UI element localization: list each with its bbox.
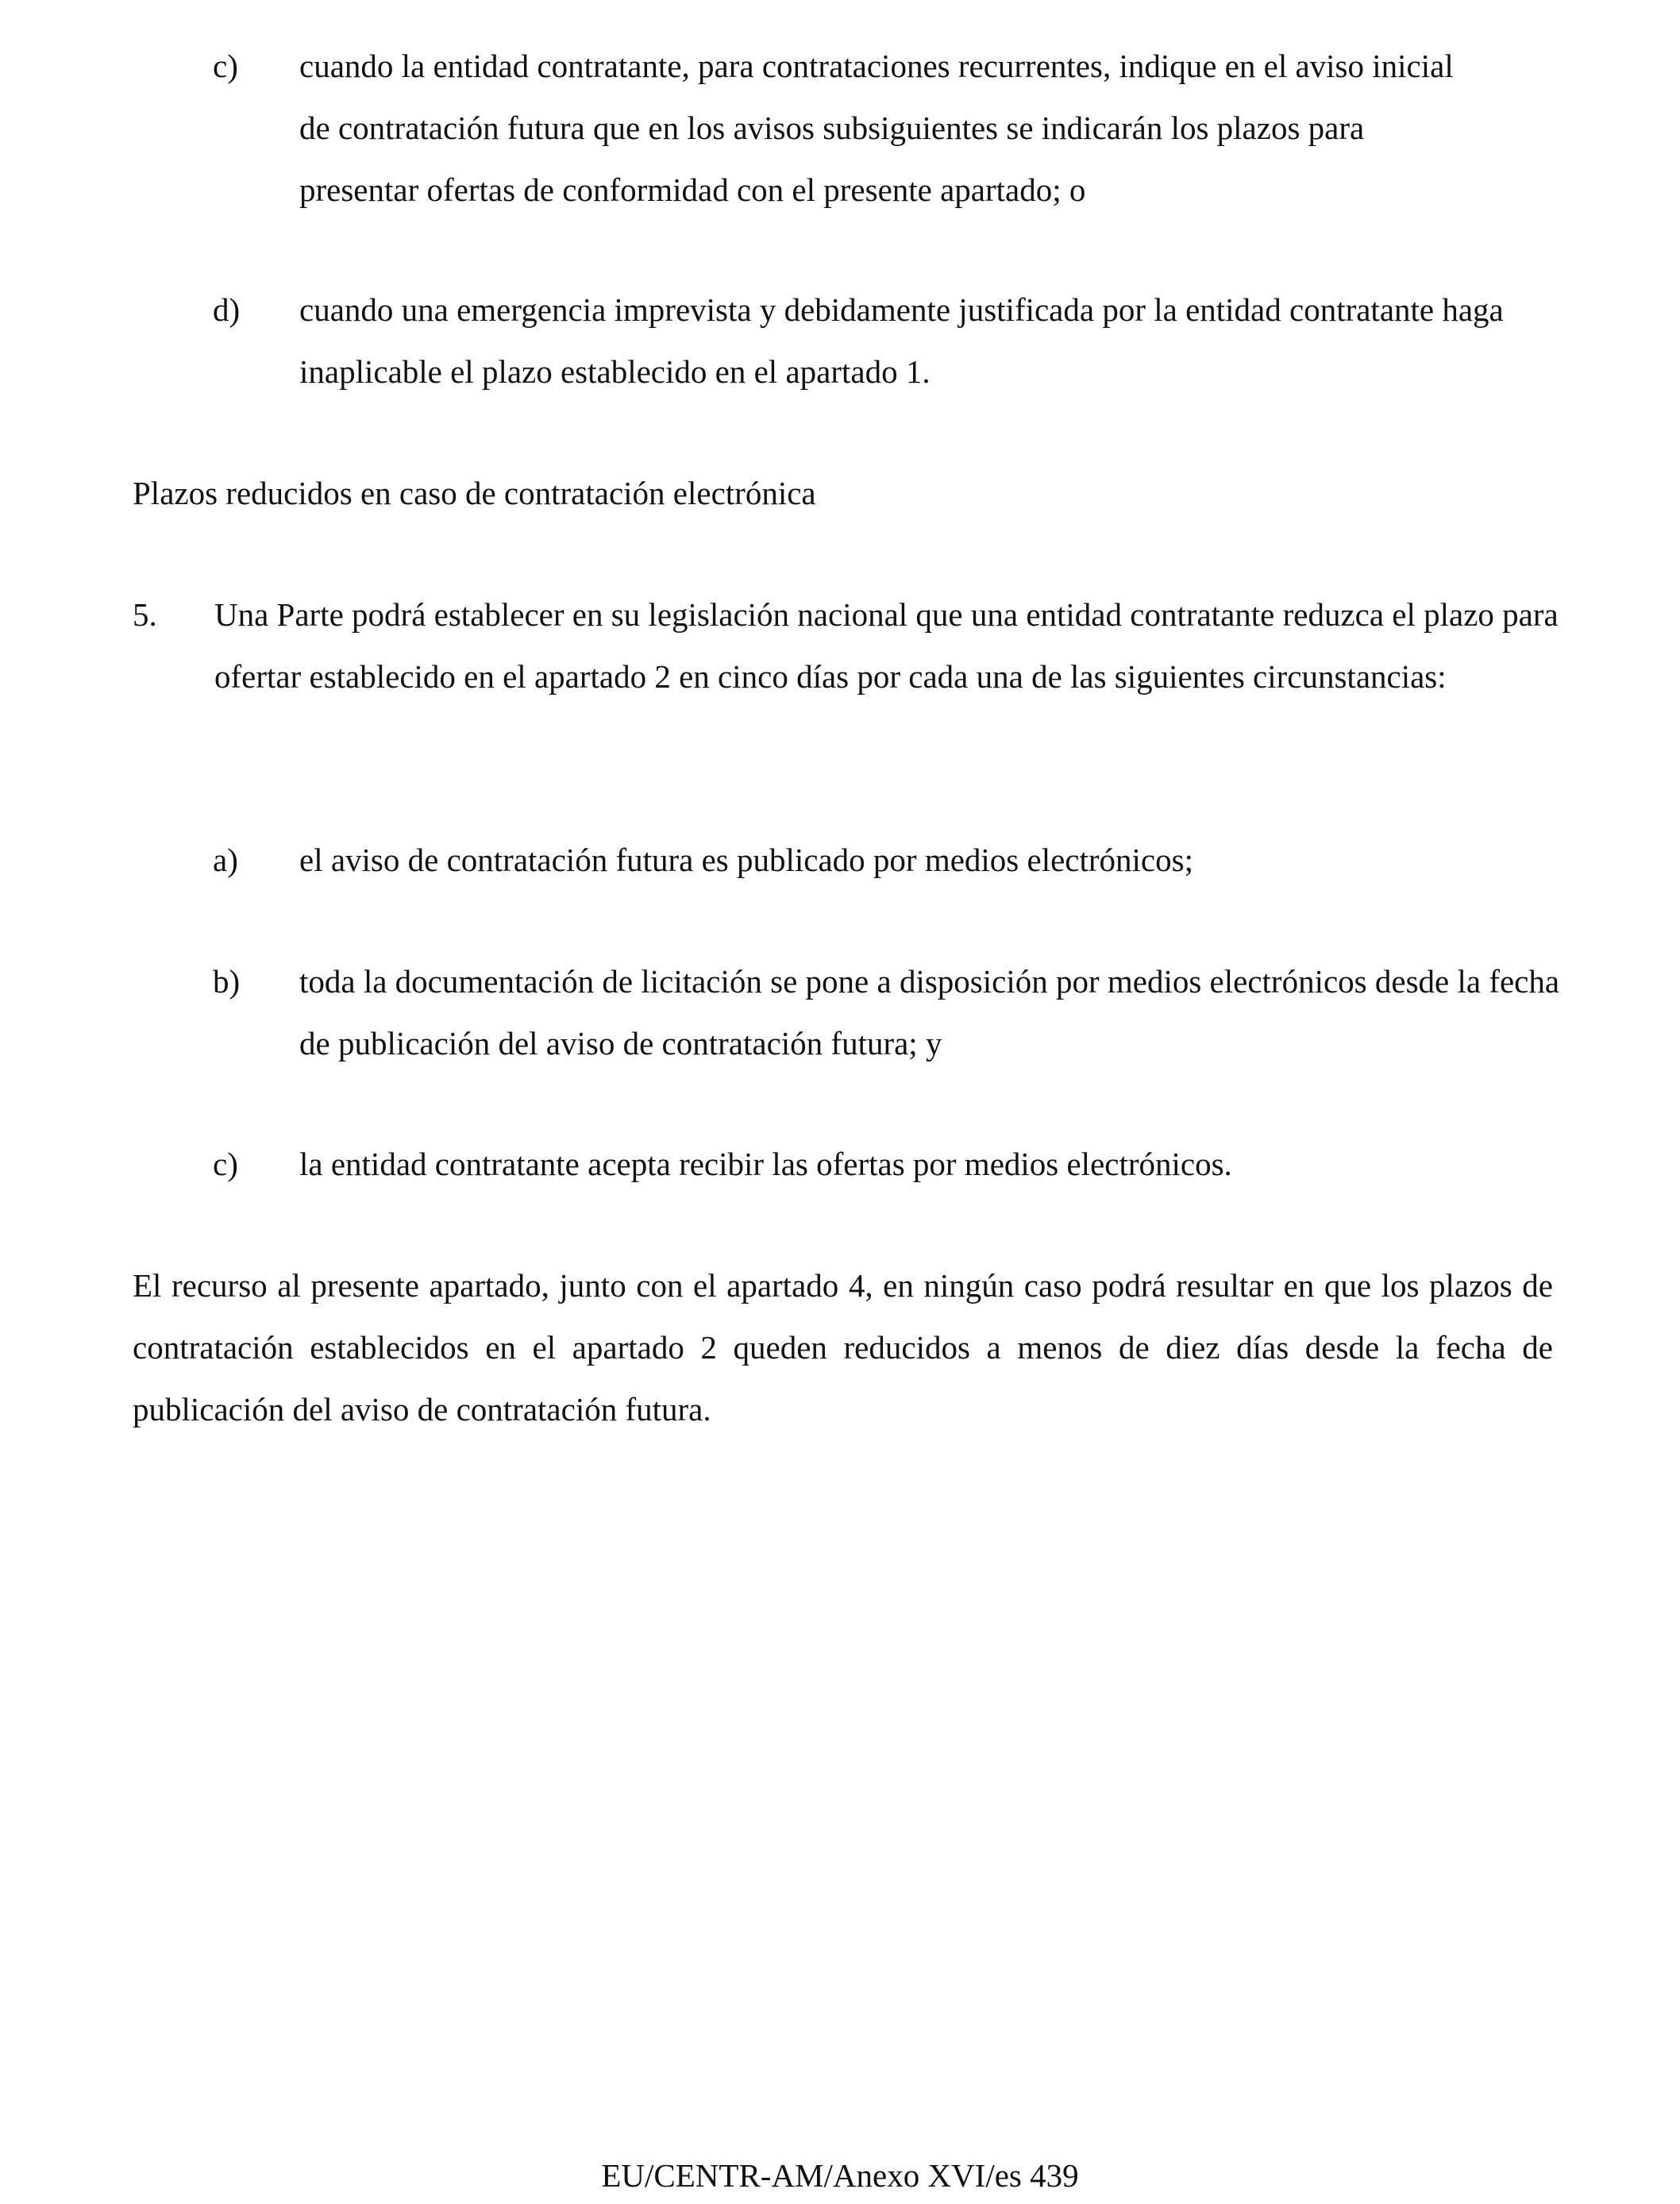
paragraph-5-text: Una Parte podrá establecer en su legislación nacional que una entidad contratante reduzca el plazo para ofertar establecido en el apartado 2 en cinco días por cada una de las siguientes circunstancias: bbox=[214, 596, 1559, 695]
closing-paragraph: El recurso al presente apartado, junto con el apartado 4, en ningún caso podrá resultar en que los plazos de contratación establecidos en el apartado 2 queden reducidos a menos de diez días desde la fecha de publicación del aviso de contratación futura. bbox=[133, 1267, 1553, 1428]
page-footer: EU/CENTR-AM/Anexo XVI/es 439 bbox=[601, 2157, 1079, 2194]
section-heading: Plazos reducidos en caso de contratación electrónica bbox=[133, 475, 816, 511]
list-marker-a: a) bbox=[213, 842, 238, 878]
list-item-c-top: cuando la entidad contratante, para contrataciones recurrentes, indique en el aviso inicial de contratación futura que en los avisos subsiguientes se indicarán los plazos para presentar ofertas de conformidad con el presente apartado; o bbox=[299, 48, 1454, 208]
list-item-c-bottom: la entidad contratante acepta recibir las ofertas por medios electrónicos. bbox=[299, 1146, 1232, 1182]
list-marker-c-top: c) bbox=[213, 48, 238, 84]
list-item-b: toda la documentación de licitación se pone a disposición por medios electrónicos desde la fecha de publicación del aviso de contratación futura; y bbox=[299, 963, 1560, 1062]
paragraph-number-5: 5. bbox=[133, 596, 157, 633]
list-marker-c-bottom: c) bbox=[213, 1146, 238, 1182]
list-marker-d: d) bbox=[213, 291, 241, 328]
list-marker-b: b) bbox=[213, 963, 241, 1000]
list-item-a: el aviso de contratación futura es publicado por medios electrónicos; bbox=[299, 842, 1193, 878]
list-item-d: cuando una emergencia imprevista y debidamente justificada por la entidad contratante haga inaplicable el plazo establecido en el apartado 1. bbox=[299, 291, 1504, 390]
